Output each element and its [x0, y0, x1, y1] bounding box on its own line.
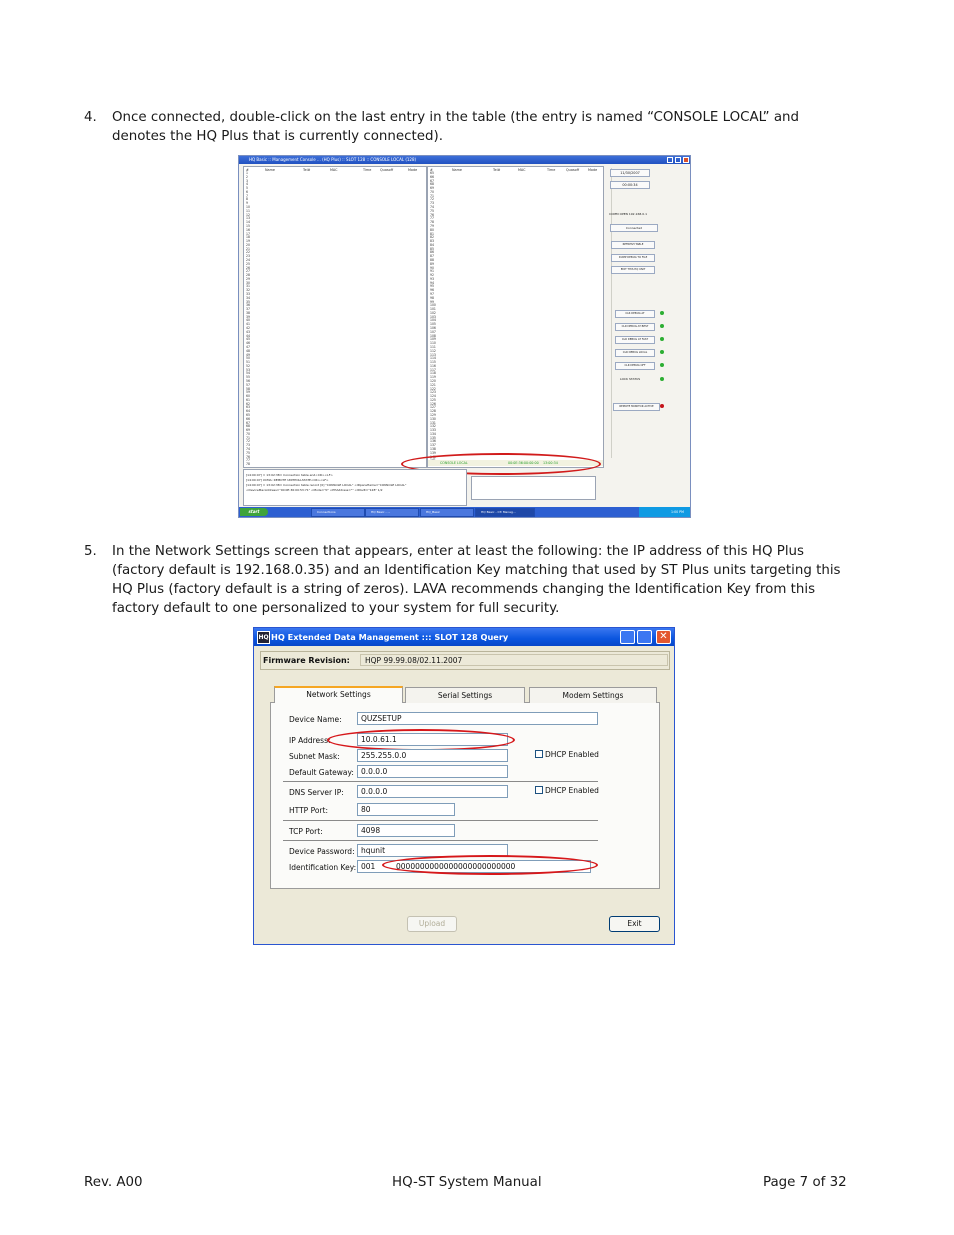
remote-monitor-indicator-icon: [660, 404, 664, 408]
firmware-value: HQP 99.99.08/02.11.2007: [360, 654, 668, 666]
row-name: CONSOLE LOCAL: [440, 461, 468, 465]
network-settings-dialog: [253, 627, 675, 945]
tab-modem-settings[interactable]: Modem Settings: [529, 687, 657, 703]
device-name-input[interactable]: QUZSETUP: [357, 712, 598, 725]
debug-button[interactable]: CLR DEBUG OFF: [615, 362, 655, 370]
log-pane[interactable]: [243, 469, 467, 506]
lock-status-indicator-icon: [660, 377, 664, 381]
dhcp-label-2: DHCP Enabled: [545, 786, 599, 795]
dns-server-label: DNS Server IP:: [289, 788, 344, 797]
row-time: 13:00:34: [543, 461, 558, 465]
column-header: Tel#: [493, 168, 501, 172]
ip-address-input[interactable]: 10.0.61.1: [357, 733, 508, 746]
divider: [283, 820, 598, 821]
subnet-mask-label: Subnet Mask:: [289, 752, 340, 761]
date-box: 11/30/2007: [610, 169, 650, 177]
default-gateway-input[interactable]: 0.0.0.0: [357, 765, 508, 778]
divider: [283, 840, 598, 841]
http-port-label: HTTP Port:: [289, 806, 328, 815]
column-header: #: [430, 168, 433, 172]
identification-key-value: 0000000000000000000000000: [396, 862, 516, 871]
table-left[interactable]: [243, 166, 427, 468]
log-text: [246, 473, 406, 493]
status-indicator-icon: [660, 311, 664, 315]
lock-status-label: LOCK STATUS: [620, 377, 641, 381]
debug-button[interactable]: CLR DEBUG AT BEST: [615, 323, 655, 331]
column-header: Mode: [588, 168, 598, 172]
log-line: [14:00:07] = 13:02:38= Connection table end<CR><LF>: [246, 473, 333, 477]
default-gateway-label: Default Gateway:: [289, 768, 354, 777]
start-button[interactable]: start: [240, 508, 268, 516]
status-indicator-icon: [660, 350, 664, 354]
upload-button[interactable]: Upload: [407, 916, 457, 932]
console-button[interactable]: DUMP DEBUG TO FILE: [611, 254, 655, 262]
log-line: [14:00:07] UCMA: REMOTE UNITPOLLSTATE<CR><LF>: [246, 478, 329, 482]
window-title: HQ Basic :: Management Console ... (HQ Plus) :: SLOT 128 :: CONSOLE LOCAL (128): [249, 157, 417, 162]
column-header: Name: [265, 168, 276, 172]
debug-button[interactable]: CLR DEBUG LOCAL: [615, 349, 655, 357]
dhcp-checkbox-2[interactable]: [535, 786, 543, 794]
column-header: #: [246, 168, 249, 172]
device-name-label: Device Name:: [289, 715, 342, 724]
identification-key-label: Identification Key:: [289, 863, 357, 872]
tcp-port-label: TCP Port:: [289, 827, 323, 836]
taskbar-item-2[interactable]: HQ Basic - ...: [365, 508, 419, 517]
debug-button[interactable]: CLR DEBUG AT: [615, 310, 655, 318]
taskbar-item-1[interactable]: Connections: [311, 508, 365, 517]
identification-key-prefix: 001: [361, 862, 376, 871]
minimize-icon[interactable]: [667, 157, 673, 163]
log-pane-2[interactable]: [471, 476, 596, 500]
step-text: In the Network Settings screen that appears, enter at least the following: the IP address of this HQ Plus (factory default is 192.168.0.35) and an Identification Key matching that used by ST Plus units targeting this HQ Plus (factory default is a string of zeros). LAVA recommends changing the Identification Key from this factory default to one personalized to your system for full security.: [112, 544, 841, 616]
remote-monitor-button[interactable]: REMOTE MONITOR ACTIVE: [613, 403, 660, 411]
log-line: <DeviceMacAddress="00:0E:36:00:53:71" <Mode="0" <PHAddress="" <IDlsdt="128" 1/2: [246, 488, 383, 492]
ip-highlight-ellipse: [327, 729, 515, 751]
column-header: Tel#: [303, 168, 311, 172]
table-right-row-numbers: 65 66 67 68 69 70 71 72 73 74 75 76 77 78 79 80 81 82 83 84 85 86 87 88 89 90 91 92 93 94 95 96 97 98 99 100 101 102 103 104 105 106 107 108 109 110 111 112 113 114 115 116 117 118 119 120 121 122 123 124 125 126 127 128 129 130 131 132 133 134 135 136 137 138 139 140: [430, 171, 436, 459]
minimize-icon[interactable]: [620, 630, 635, 644]
row-mac: 00:0E:36:00:00:00: [508, 461, 539, 465]
column-header: Name: [452, 168, 463, 172]
console-button[interactable]: EDIT THIS HQ UNIT: [611, 266, 655, 274]
hq-console-screenshot: [238, 155, 691, 518]
title-bar: [239, 156, 690, 164]
step-number: 4.: [84, 110, 97, 125]
log-line: [14:00:07] = 13:02:38= Connection table record [0] "CONSOLE LOCAL" <IDpsnsHame="CONSOLE LOCAL": [246, 483, 407, 487]
divider: [283, 781, 598, 782]
id-key-highlight-ellipse: [382, 855, 598, 875]
tray-clock: 1:00 PM: [671, 510, 684, 514]
taskbar-item-3[interactable]: HQ_Basic: [420, 508, 474, 517]
maximize-icon[interactable]: [637, 630, 652, 644]
taskbar-item-4[interactable]: HQ Basic - Cfr Manag...: [475, 508, 535, 517]
console-button[interactable]: REFRESH TABLE: [611, 241, 655, 249]
clock-box: 00:00:34: [610, 181, 650, 189]
ip-address-label: IP Address:: [289, 736, 331, 745]
footer-page: Page 7 of 32: [763, 1175, 847, 1190]
device-password-label: Device Password:: [289, 847, 355, 856]
dhcp-label-1: DHCP Enabled: [545, 750, 599, 759]
step-text: Once connected, double-click on the last entry in the table (the entry is named “CONSOLE LOCAL” and denotes the HQ Plus that is currently connected).: [112, 110, 800, 144]
close-icon[interactable]: [683, 157, 689, 163]
footer-revision: Rev. A00: [84, 1175, 143, 1190]
tab-serial-settings[interactable]: Serial Settings: [405, 687, 525, 703]
column-header: Quasoff: [380, 168, 394, 172]
status-indicator-icon: [660, 324, 664, 328]
exit-button[interactable]: Exit: [609, 916, 660, 932]
comm-status: Connected: [610, 224, 658, 232]
http-port-input[interactable]: 80: [357, 803, 455, 816]
dhcp-checkbox-1[interactable]: [535, 750, 543, 758]
tab-network-settings[interactable]: Network Settings: [274, 686, 403, 703]
status-indicator-icon: [660, 337, 664, 341]
status-indicator-icon: [660, 363, 664, 367]
column-header: MAC: [518, 168, 526, 172]
firmware-label: Firmware Revision:: [263, 656, 350, 665]
windows-taskbar: [239, 507, 690, 517]
comm-label: COMM OPEN 192.168.0.1: [609, 212, 647, 216]
tcp-port-input[interactable]: 4098: [357, 824, 455, 837]
hq-app-icon: HQ: [257, 631, 270, 644]
column-header: Time: [363, 168, 372, 172]
device-password-input[interactable]: hqunit: [357, 844, 508, 857]
column-header: Time: [547, 168, 556, 172]
step-number: 5.: [84, 544, 97, 559]
subnet-mask-input[interactable]: 255.255.0.0: [357, 749, 508, 762]
table-right[interactable]: [427, 166, 604, 468]
column-header: Quasoff: [566, 168, 580, 172]
close-icon[interactable]: ✕: [656, 630, 671, 644]
system-tray: [639, 507, 690, 517]
table-left-row-numbers: 1 2 3 4 5 6 7 8 9 10 11 12 13 14 15 16 17 18 19 20 21 22 23 24 25 26 27 28 29 30 31 32 33 34 35 36 37 38 39 40 41 42 43 44 45 46 47 48 49 50 51 52 53 54 55 56 57 58 59 60 61 62 63 64 65 66 67 68 69 70 71 72 73 74 75 76 77 78: [246, 171, 250, 467]
dialog-title: HQ Extended Data Management ::: SLOT 128 Query: [271, 632, 509, 642]
dialog-title-bar: [254, 628, 674, 646]
maximize-icon[interactable]: [675, 157, 681, 163]
column-header: Mode: [408, 168, 418, 172]
footer-title: HQ-ST System Manual: [392, 1175, 542, 1190]
debug-button[interactable]: CLR DEBUG AT FAST: [615, 336, 655, 344]
column-header: MAC: [330, 168, 338, 172]
dns-server-input[interactable]: 0.0.0.0: [357, 785, 508, 798]
